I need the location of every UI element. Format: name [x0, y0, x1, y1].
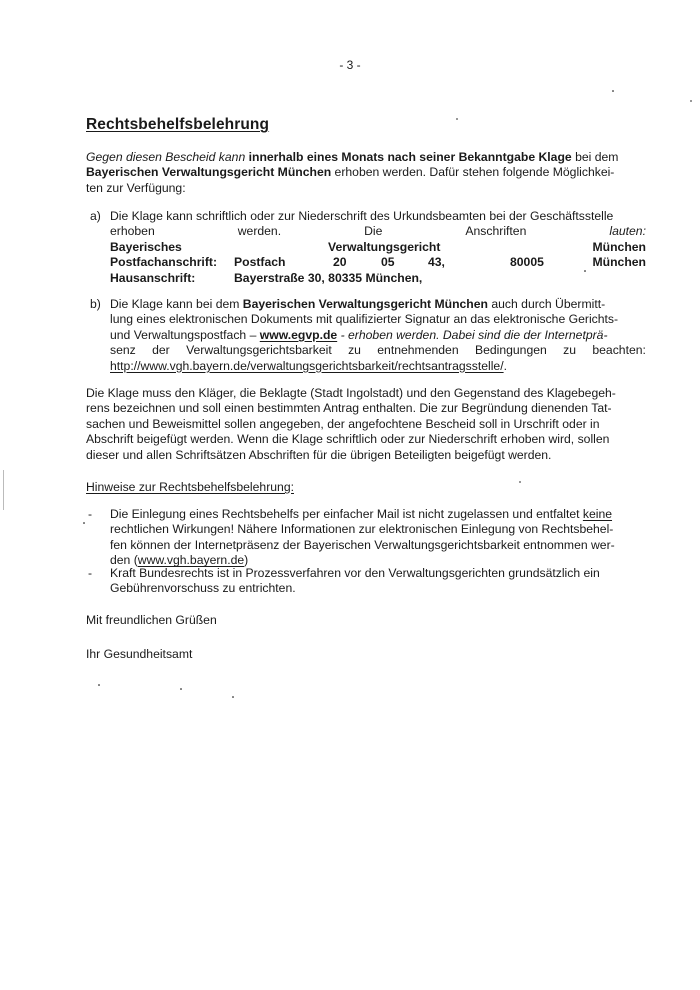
item-b-label: b)	[90, 297, 101, 311]
section-heading: Rechtsbehelfsbelehrung	[86, 116, 270, 133]
item-a-line-1: Die Klage kann schriftlich oder zur Niederschrift des Urkundsbeamten bei der Geschäftsstelle	[110, 209, 614, 223]
intro-paragraph	[86, 150, 646, 196]
hint-1-bullet: -	[88, 507, 93, 521]
hint-1-line-2: rechtlichen Wirkungen! Nähere Informationen zur elektronischen Einlegung von Rechtsbehel-	[110, 522, 614, 537]
item-b-text	[110, 297, 646, 374]
vgh-link[interactable]: www.vgh.bayern.de	[137, 553, 245, 568]
para2-line-2: rens bezeichnen und soll einen bestimmten Antrag enthalten. Die zur Begründung dienenden Tat-	[86, 401, 612, 416]
hint-1-line-4: den (www.vgh.bayern.de)	[110, 553, 249, 568]
para2-line-3: sachen und Beweismittel sollen angegeben, der angefochtene Bescheid soll in Urschrift oder in	[86, 416, 600, 431]
scan-speck	[456, 118, 458, 120]
para2-line-4: Abschrift beigefügt werden. Wenn die Klage schriftlich oder zur Niederschrift erhoben wird, sollen	[86, 432, 610, 447]
hint-2-line-1: Kraft Bundesrechts ist in Prozessverfahren vor den Verwaltungsgerichten grundsätzlich ein	[110, 566, 600, 580]
item-b-line-2: lung eines elektronischen Dokuments mit qualifizierter Signatur an das elektronische Gerichts-	[110, 312, 619, 327]
item-a-text	[110, 209, 646, 240]
egvp-link[interactable]: www.egvp.de	[259, 327, 338, 342]
scan-speck	[98, 684, 100, 686]
hint-2-line-2: Gebührenvorschuss zu entrichten.	[110, 581, 296, 596]
item-b-line-3: und Verwaltungspostfach – www.egvp.de - erhoben werden. Dabei sind die der Internetprä-	[110, 327, 608, 342]
street-address-row: Hausanschrift: Bayerstraße 30, 80335 München,	[110, 270, 423, 285]
hint-1-line-1: Die Einlegung eines Rechtsbehelfs per einfacher Mail ist nicht zugelassen und entfaltet keine	[110, 507, 613, 521]
requirements-paragraph	[86, 386, 646, 463]
signature: Ihr Gesundheitsamt	[86, 647, 193, 661]
intro-line-2: Bayerischen Verwaltungsgericht München erhoben werden. Dafür stehen folgende Möglichkei-	[86, 165, 615, 180]
para2-line-1: Die Klage muss den Kläger, die Beklagte (Stadt Ingolstadt) und den Gegenstand des Klagebegeh-	[86, 386, 616, 400]
court-name-row: Bayerisches Verwaltungsgericht München	[110, 239, 646, 254]
scan-speck	[690, 100, 692, 102]
item-a-line-2: erhoben werden. Die Anschriften lauten:	[110, 224, 646, 239]
scan-speck	[180, 688, 182, 690]
scan-edge-mark	[3, 470, 4, 510]
hint-2-bullet: -	[88, 566, 93, 580]
hint-1-line-3: fen können der Internetpräsenz der Bayerischen Verwaltungsgerichtsbarkeit entnommen wer-	[110, 537, 615, 552]
item-b-line-1: Die Klage kann bei dem Bayerischen Verwaltungsgericht München auch durch Übermitt-	[110, 297, 606, 311]
rechtsantragsstelle-link[interactable]: http://www.vgh.bayern.de/verwaltungsgerichtsbarkeit/rechtsantragsstelle/	[110, 358, 504, 373]
scan-speck	[612, 90, 614, 92]
scan-speck	[519, 481, 521, 483]
greeting: Mit freundlichen Grüßen	[86, 613, 217, 627]
intro-line-1: Gegen diesen Bescheid kann innerhalb eines Monats nach seiner Bekanntgabe Klage bei dem	[86, 150, 619, 164]
intro-line-3: ten zur Verfügung:	[86, 180, 186, 195]
item-b-line-5: http://www.vgh.bayern.de/verwaltungsgerichtsbarkeit/rechtsantragsstelle/.	[110, 358, 507, 373]
postal-address-row: Postfachanschrift: Postfach 20 05 43, 80005 München	[110, 255, 646, 270]
item-a-label: a)	[90, 209, 101, 223]
scan-speck	[232, 696, 234, 698]
scan-speck	[83, 522, 85, 524]
page-number: - 3 -	[339, 58, 361, 72]
hint-1-text	[110, 507, 646, 569]
item-b-line-4: senz der Verwaltungsgerichtsbarkeit zu entnehmenden Bedingungen zu beachten:	[110, 343, 646, 358]
para2-line-5: dieser und allen Schriftsätzen Abschriften für die übrigen Beteiligten beigefügt werden.	[86, 447, 552, 462]
hints-heading: Hinweise zur Rechtsbehelfsbelehrung:	[86, 480, 294, 494]
hint-2-text	[110, 566, 646, 597]
scan-speck	[584, 270, 586, 272]
